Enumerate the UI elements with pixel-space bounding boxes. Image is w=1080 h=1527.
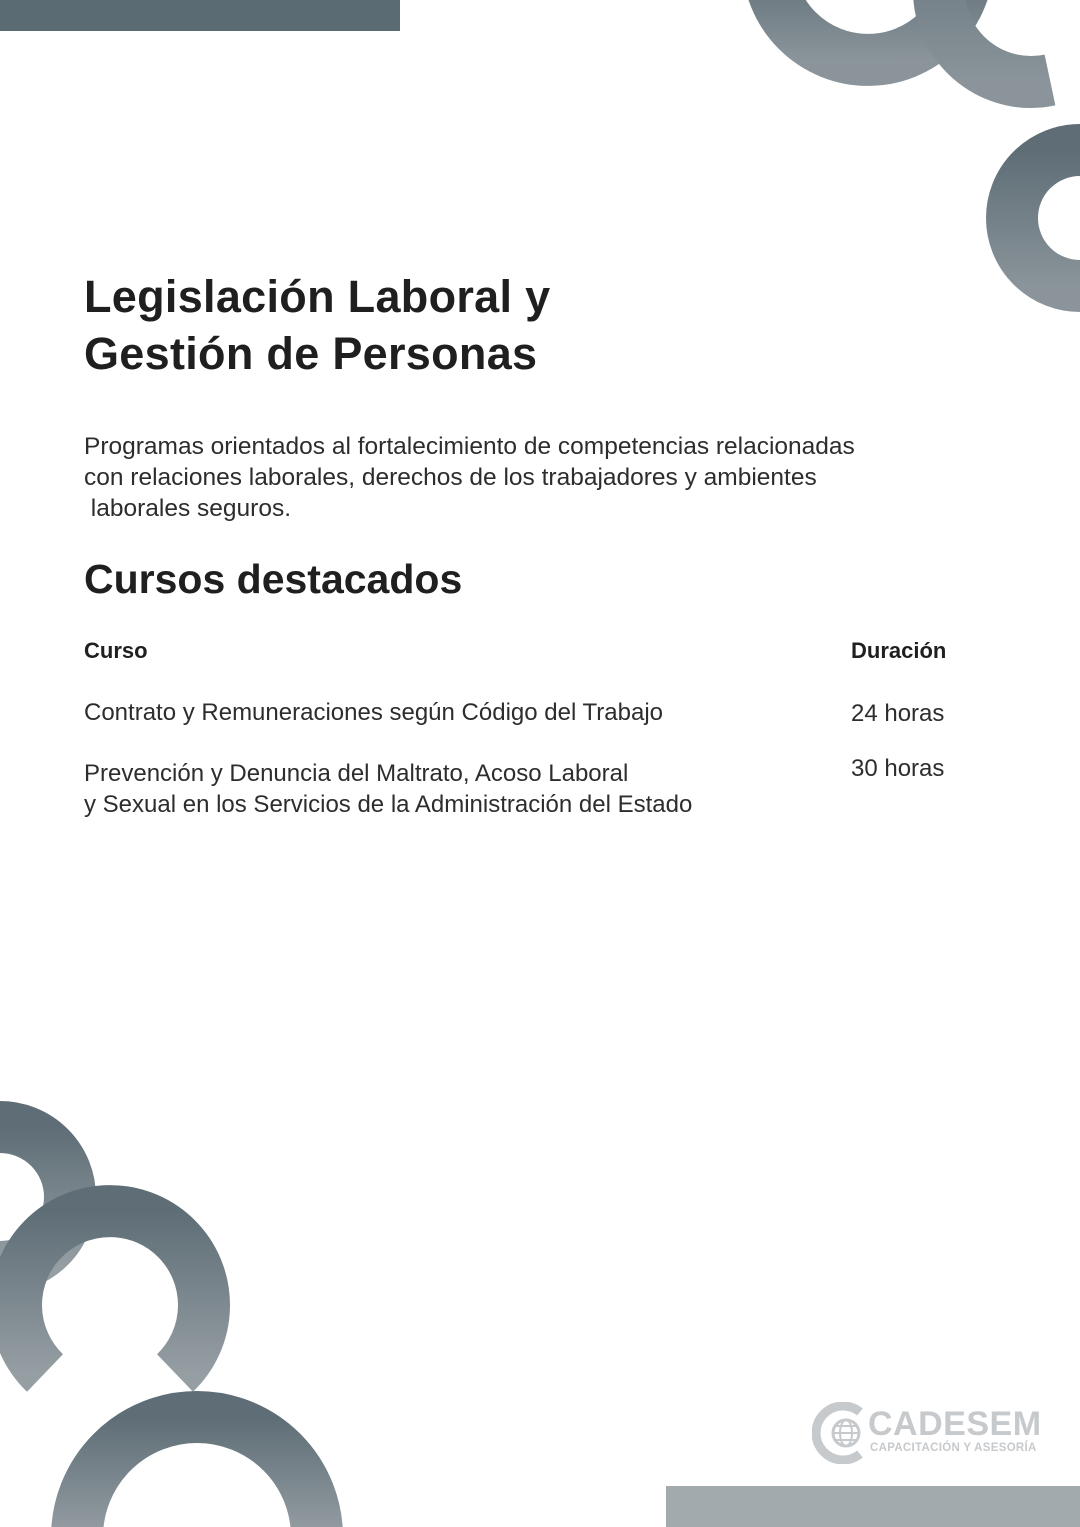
section-title: Cursos destacados	[84, 556, 463, 602]
cadesem-logo	[812, 1400, 1052, 1466]
page-title	[84, 268, 550, 382]
logo-tagline: CAPACITACIÓN Y ASESORÍA	[870, 1442, 1037, 1454]
top-accent-bar	[0, 0, 400, 31]
course-duration: 30 horas	[851, 755, 945, 782]
page-title-line-2: Gestión de Personas	[84, 328, 538, 379]
course-name	[84, 758, 824, 820]
intro-line-3: laborales seguros.	[84, 495, 292, 522]
bottom-accent-bar	[666, 1486, 1080, 1527]
column-header-duration: Duración	[851, 638, 947, 663]
globe-c-icon	[812, 1402, 872, 1464]
course-name-line: Contrato y Remuneraciones según Código del Trabajo	[84, 699, 664, 726]
intro-paragraph	[84, 431, 1014, 524]
bottom-left-ring-decoration	[0, 1080, 380, 1527]
course-name	[84, 697, 824, 728]
page-title-line-1: Legislación Laboral y	[84, 271, 551, 322]
course-name-line: Prevención y Denuncia del Maltrato, Acoso Laboral	[84, 760, 629, 787]
intro-line-2: con relaciones laborales, derechos de los trabajadores y ambientes	[84, 464, 817, 491]
course-duration: 24 horas	[851, 700, 945, 727]
logo-name: CADESEM	[868, 1405, 1042, 1443]
top-right-ring-decoration	[700, 0, 1080, 320]
column-header-course: Curso	[84, 638, 148, 663]
intro-line-1: Programas orientados al fortalecimiento de competencias relacionadas	[84, 433, 855, 460]
course-name-line: y Sexual en los Servicios de la Administración del Estado	[84, 791, 693, 818]
